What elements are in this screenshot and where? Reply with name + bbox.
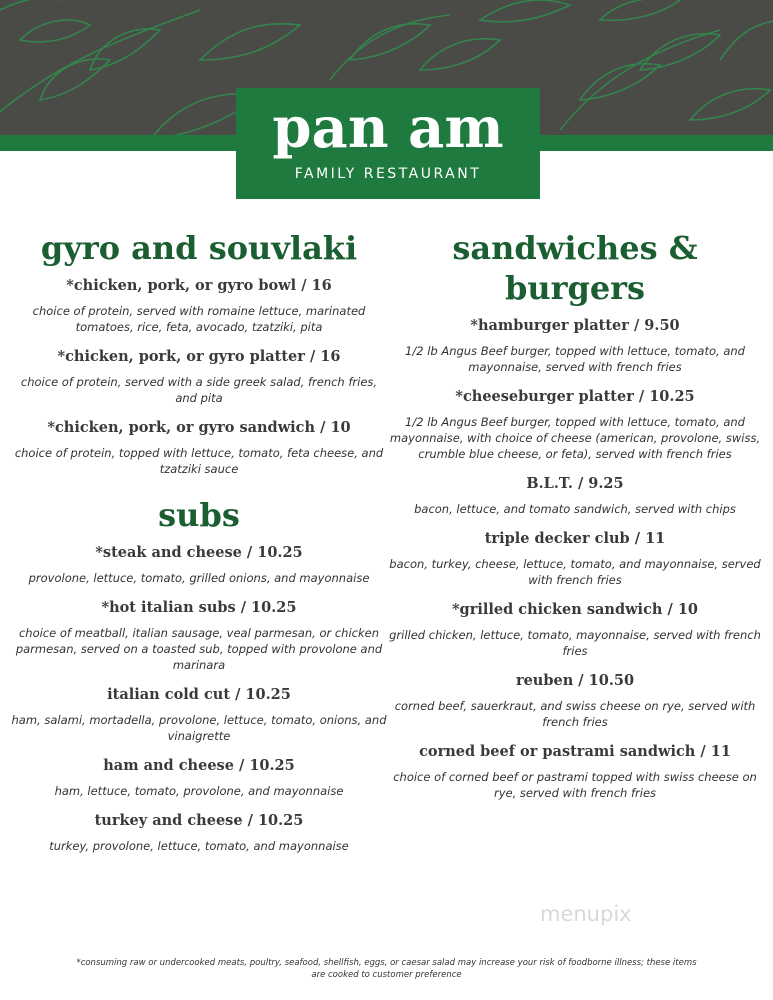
menu-item xyxy=(10,811,388,854)
item-desc: corned beef, sauerkraut, and swiss cheese on rye, served with french fries xyxy=(394,699,756,729)
item-name: *chicken, pork, or gyro platter / 16 xyxy=(57,348,341,365)
item-desc: choice of protein, served with romaine lettuce, marinated tomatoes, rice, feta, avocado, tzatziki, pita xyxy=(32,304,366,334)
item-name: *grilled chicken sandwich / 10 xyxy=(451,601,699,618)
left-column xyxy=(10,228,388,866)
item-desc: choice of corned beef or pastrami topped with swiss cheese on rye, served with french fries xyxy=(393,770,757,800)
item-desc: choice of protein, served with a side greek salad, french fries, and pita xyxy=(20,375,378,405)
item-name: ham and cheese / 10.25 xyxy=(103,757,295,774)
item-name: turkey and cheese / 10.25 xyxy=(94,812,304,829)
menu-item xyxy=(10,418,388,477)
menu-item xyxy=(10,756,388,799)
item-desc: provolone, lettuce, tomato, grilled onions, and mayonnaise xyxy=(28,571,370,585)
menu-item xyxy=(388,671,762,730)
menu-item xyxy=(388,474,762,517)
menu-item xyxy=(388,600,762,659)
item-name: B.L.T. / 9.25 xyxy=(526,475,624,492)
section-title-subs: subs xyxy=(158,496,240,534)
menu-item xyxy=(10,685,388,744)
item-name: triple decker club / 11 xyxy=(484,530,666,547)
menu-item xyxy=(388,316,762,375)
restaurant-logo xyxy=(236,88,540,199)
logo-subtitle: FAMILY RESTAURANT xyxy=(294,166,482,182)
item-name: *chicken, pork, or gyro sandwich / 10 xyxy=(47,419,351,436)
footer-disclaimer: *consuming raw or undercooked meats, poultry, seafood, shellfish, eggs, or caesar salad may increase your risk of foodborne illness; these items are cooked to customer preference xyxy=(76,958,697,980)
item-name: *hamburger platter / 9.50 xyxy=(470,317,680,334)
logo-name: pan am xyxy=(272,95,504,161)
menupix-watermark: menupix xyxy=(540,902,632,926)
item-desc: turkey, provolone, lettuce, tomato, and mayonnaise xyxy=(49,839,349,853)
menu-item xyxy=(388,529,762,588)
item-desc: choice of protein, topped with lettuce, tomato, feta cheese, and tzatziki sauce xyxy=(14,446,384,476)
section-title-sandwiches: sandwiches & burgers xyxy=(452,229,698,307)
menu-item xyxy=(10,543,388,586)
menu-item xyxy=(10,276,388,335)
menu-item xyxy=(10,598,388,673)
item-name: *steak and cheese / 10.25 xyxy=(95,544,303,561)
item-name: *hot italian subs / 10.25 xyxy=(101,599,297,616)
item-name: italian cold cut / 10.25 xyxy=(107,686,291,703)
item-desc: 1/2 lb Angus Beef burger, topped with lettuce, tomato, and mayonnaise, served with french fries xyxy=(405,344,745,374)
menu-item xyxy=(388,742,762,801)
item-desc: grilled chicken, lettuce, tomato, mayonnaise, served with french fries xyxy=(389,628,761,658)
item-desc: bacon, turkey, cheese, lettuce, tomato, and mayonnaise, served with french fries xyxy=(389,557,761,587)
right-column xyxy=(388,228,762,813)
item-desc: choice of meatball, italian sausage, veal parmesan, or chicken parmesan, served on a toasted sub, topped with provolone and marinara xyxy=(15,626,383,672)
section-title-gyro: gyro and souvlaki xyxy=(40,229,358,267)
menu-item xyxy=(10,347,388,406)
item-desc: bacon, lettuce, and tomato sandwich, served with chips xyxy=(414,502,736,516)
item-name: reuben / 10.50 xyxy=(515,672,635,689)
menu-item xyxy=(388,387,762,462)
item-name: corned beef or pastrami sandwich / 11 xyxy=(419,743,731,760)
item-desc: ham, lettuce, tomato, provolone, and mayonnaise xyxy=(54,784,344,798)
item-desc: ham, salami, mortadella, provolone, lettuce, tomato, onions, and vinaigrette xyxy=(11,713,387,743)
item-desc: 1/2 lb Angus Beef burger, topped with lettuce, tomato, and mayonnaise, with choice of cheese (american, provolone, swiss, crumble blue cheese, or feta), served with french fries xyxy=(389,415,761,461)
item-name: *cheeseburger platter / 10.25 xyxy=(455,388,695,405)
item-name: *chicken, pork, or gyro bowl / 16 xyxy=(66,277,332,294)
